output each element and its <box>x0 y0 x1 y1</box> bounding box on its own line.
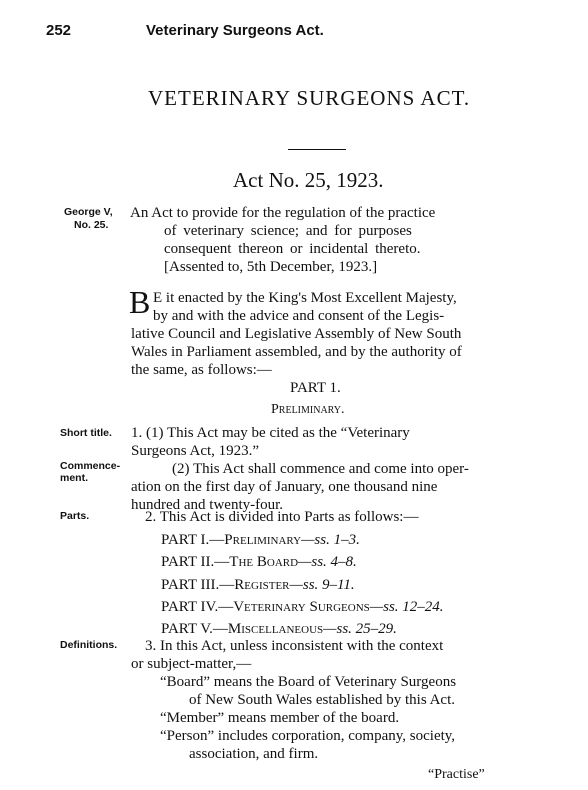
enacting-line: the same, as follows:— <box>131 362 272 378</box>
parts-list-item <box>161 531 360 549</box>
catchword: “Practise” <box>428 767 485 782</box>
running-title: Veterinary Surgeons Act. <box>146 22 324 39</box>
margin-definitions: Definitions. <box>60 639 118 651</box>
margin-number: No. 25. <box>74 219 109 231</box>
part-name: Register <box>234 577 290 593</box>
assent-line: [Assented to, 5th December, 1923.] <box>164 259 378 275</box>
part-heading: PART 1. <box>290 380 341 396</box>
part-sections: —ss. 12–24. <box>369 599 444 615</box>
margin-parts: Parts. <box>60 510 90 522</box>
long-title-line: An Act to provide for the regulation of the practice <box>130 205 436 221</box>
part-label: PART IV.— <box>161 599 234 615</box>
enacting-line: E it enacted by the King's Most Excellent Majesty, <box>153 290 457 306</box>
part-name: Veterinary Surgeons <box>233 599 370 615</box>
enacting-line: by and with the advice and consent of the Legis- <box>153 308 445 324</box>
part-sections: —ss. 25–29. <box>323 621 397 637</box>
drop-cap: B <box>129 284 151 320</box>
margin-commencement-1: Commence- <box>60 460 121 472</box>
margin-george: George V, <box>64 206 113 218</box>
part-sections: —ss. 1–3. <box>301 532 360 548</box>
part-sections: —ss. 4–8. <box>298 554 357 570</box>
act-title: VETERINARY SURGEONS ACT. <box>148 86 471 110</box>
enacting-line: lative Council and Legislative Assembly of New South <box>131 326 462 342</box>
title-rule <box>288 149 346 150</box>
section-1-line: Surgeons Act, 1923.” <box>131 443 260 459</box>
section-2-line: 2. This Act is divided into Parts as follows:— <box>145 509 419 525</box>
parts-list-item <box>161 620 397 638</box>
margin-commencement-2: ment. <box>60 472 89 484</box>
section-1-line: 1. (1) This Act may be cited as the “Veterinary <box>131 425 410 441</box>
enacting-line: Wales in Parliament assembled, and by the authority of <box>131 344 462 360</box>
long-title-line: consequent thereon or incidental thereto. <box>164 241 421 257</box>
section-1-line: hundred and twenty-four. <box>131 497 284 513</box>
part-label: PART III.— <box>161 577 235 593</box>
definition-line: association, and firm. <box>189 746 319 762</box>
part-name: Miscellaneous <box>227 621 324 637</box>
page-number: 252 <box>46 22 72 39</box>
part-sections: —ss. 9–11. <box>289 577 355 593</box>
part-name: Preliminary <box>224 532 302 548</box>
parts-list-item <box>161 598 444 616</box>
definition-line: “Member” means member of the board. <box>160 710 400 726</box>
part-label: PART V.— <box>161 621 228 637</box>
part-label: PART II.— <box>161 554 230 570</box>
margin-short-title: Short title. <box>60 427 112 439</box>
definition-line: “Person” includes corporation, company, society, <box>160 728 456 744</box>
part-name: The Board <box>229 554 299 570</box>
section-3-line: 3. In this Act, unless inconsistent with the context <box>145 638 444 654</box>
section-3-line: or subject-matter,— <box>131 656 252 672</box>
definition-line: “Board” means the Board of Veterinary Surgeons <box>160 674 457 690</box>
parts-list-item <box>161 576 355 594</box>
long-title-line: of veterinary science; and for purposes <box>164 223 412 239</box>
section-1-line: ation on the first day of January, one thousand nine <box>131 479 438 495</box>
definition-line: of New South Wales established by this Act. <box>189 692 455 708</box>
parts-list-item <box>161 553 357 571</box>
part-label: PART I.— <box>161 532 225 548</box>
section-1-line: (2) This Act shall commence and come into oper- <box>172 461 469 477</box>
act-number: Act No. 25, 1923. <box>233 168 384 192</box>
part-subheading: Preliminary. <box>271 402 345 417</box>
